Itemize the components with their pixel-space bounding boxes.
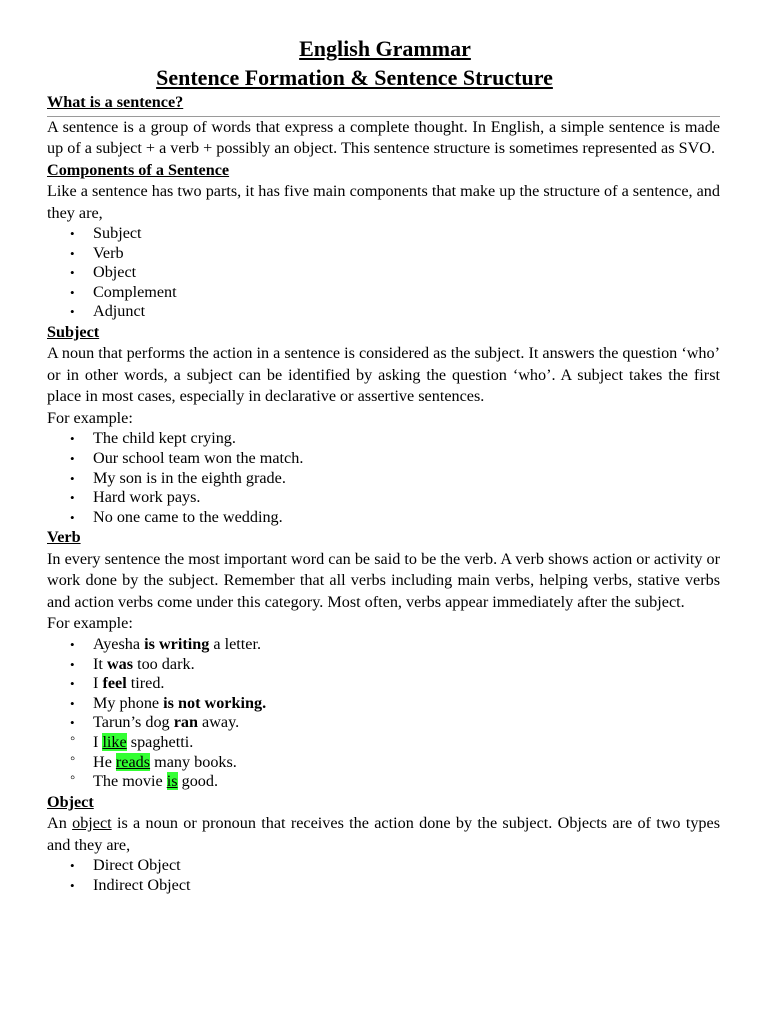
list-item: • Indirect Object	[47, 876, 720, 896]
list-item: • Tarun’s dog ran away.	[47, 713, 720, 733]
list-item: • Hard work pays.	[47, 488, 720, 508]
verb-word: feel	[102, 674, 127, 693]
paragraph-what-is-a-sentence: A sentence is a group of words that express a complete thought. In English, a simple sentence is made up of a subject + a verb + possibly an object. This sentence structure is sometimes represented as SVO.	[47, 117, 720, 157]
subject-examples-list	[47, 429, 720, 527]
list-item: • Adjunct	[47, 302, 720, 322]
bullet-icon	[70, 655, 75, 675]
paragraph-components: Like a sentence has two parts, it has five main components that make up the structure of a sentence, and they are,	[47, 182, 720, 222]
bullet-icon	[70, 674, 75, 694]
highlighted-verb: is	[166, 772, 178, 791]
bullet-icon	[70, 713, 75, 733]
list-item: • The child kept crying.	[47, 429, 720, 449]
bullet-icon	[70, 263, 75, 283]
verb-word: was	[106, 654, 134, 673]
bullet-icon	[70, 224, 75, 244]
heading-subject: Subject	[47, 322, 100, 341]
highlighted-verb: reads	[115, 752, 151, 771]
bullet-icon	[70, 429, 75, 449]
circle-bullet-icon	[70, 772, 75, 793]
bullet-icon	[70, 508, 75, 528]
heading-verb: Verb	[47, 528, 81, 547]
bullet-icon	[70, 488, 75, 508]
bullet-icon	[70, 635, 75, 655]
bullet-icon	[70, 876, 75, 896]
list-item: • No one came to the wedding.	[47, 508, 720, 528]
bullet-icon	[70, 449, 75, 469]
paragraph-subject: A noun that performs the action in a sentence is considered as the subject. It answers the question ‘who’ or in other words, a subject can be identified by asking the question ‘who’. A subject takes the first place in most cases, especially in declarative or assertive sentences.	[47, 344, 720, 406]
for-example-label: For example:	[47, 614, 133, 633]
list-item: • Ayesha is writing a letter.	[47, 635, 720, 655]
document-title: English Grammar	[299, 36, 471, 61]
list-item: • Verb	[47, 244, 720, 264]
list-item: • Our school team won the match.	[47, 449, 720, 469]
verb-word: is not working.	[163, 693, 267, 712]
list-item: ◦ He reads many books.	[47, 753, 720, 773]
list-item: • Direct Object	[47, 856, 720, 876]
list-item: • Subject	[47, 224, 720, 244]
object-types-list	[47, 856, 720, 895]
bullet-icon	[70, 302, 75, 322]
list-item: • Object	[47, 263, 720, 283]
list-item: ◦ The movie is good.	[47, 772, 720, 792]
object-term: object	[72, 814, 112, 833]
verb-word: ran	[173, 713, 198, 732]
bullet-icon	[70, 694, 75, 714]
highlighted-verb: like	[102, 732, 127, 751]
list-item: • I feel tired.	[47, 674, 720, 694]
bullet-icon	[70, 856, 75, 876]
document-subtitle: Sentence Formation & Sentence Structure	[156, 65, 553, 90]
for-example-label: For example:	[47, 408, 133, 427]
heading-object: Object	[47, 792, 94, 811]
paragraph-verb: In every sentence the most important word can be said to be the verb. A verb shows action or activity or work done by the subject. Remember that all verbs including main verbs, helping verbs, stative verbs and action verbs come under this category. Most often, verbs appear immediately after the subject.	[47, 549, 720, 611]
list-item: • My son is in the eighth grade.	[47, 469, 720, 489]
bullet-icon	[70, 244, 75, 264]
heading-what-is-a-sentence: What is a sentence?	[47, 93, 184, 111]
verb-word: is writing	[144, 634, 210, 653]
bullet-icon	[70, 469, 75, 489]
heading-components: Components of a Sentence	[47, 160, 230, 179]
list-item: ◦ I like spaghetti.	[47, 733, 720, 753]
list-item: • It was too dark.	[47, 655, 720, 675]
list-item: • My phone is not working.	[47, 694, 720, 714]
verb-examples-list	[47, 635, 720, 792]
list-item: • Complement	[47, 283, 720, 303]
paragraph-object: An object is a noun or pronoun that receives the action done by the subject. Objects are of two types and they are,	[47, 814, 720, 854]
bullet-icon	[70, 283, 75, 303]
components-list	[47, 224, 720, 322]
